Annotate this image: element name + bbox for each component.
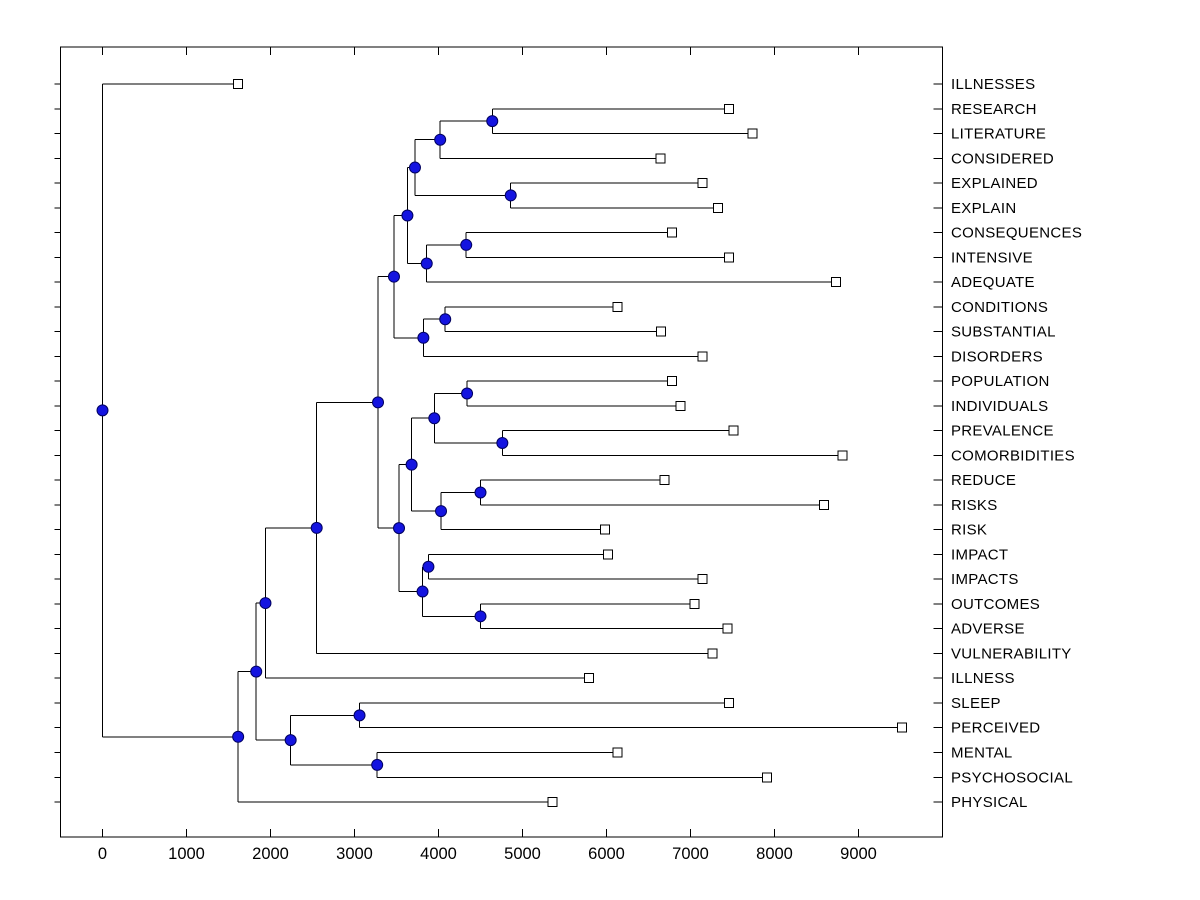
leaf-node-marker-explained bbox=[698, 179, 707, 188]
leaf-node-marker-intensive bbox=[725, 253, 734, 262]
leaf-node-marker-risks bbox=[820, 500, 829, 509]
leaf-label-explain: EXPLAIN bbox=[951, 199, 1017, 217]
leaf-label-research: RESEARCH bbox=[951, 100, 1037, 118]
leaf-node-marker-vulnerability bbox=[708, 649, 717, 658]
leaf-node-marker-adverse bbox=[723, 624, 732, 633]
internal-node-marker bbox=[461, 239, 472, 250]
leaf-node-marker-comorbidities bbox=[838, 451, 847, 460]
leaf-node-marker-psychosocial bbox=[762, 773, 771, 782]
internal-node-marker bbox=[402, 210, 413, 221]
x-tick-label: 7000 bbox=[672, 845, 709, 863]
leaf-label-considered: CONSIDERED bbox=[951, 150, 1055, 168]
leaf-node-marker-explain bbox=[714, 203, 723, 212]
leaf-node-marker-substantial bbox=[657, 327, 666, 336]
internal-node-marker bbox=[429, 413, 440, 424]
internal-node-marker bbox=[285, 735, 296, 746]
leaf-label-disorders: DISORDERS bbox=[951, 348, 1043, 366]
internal-node-marker bbox=[394, 523, 405, 534]
internal-node-marker bbox=[406, 459, 417, 470]
x-tick-label: 4000 bbox=[420, 845, 457, 863]
leaf-node-marker-mental bbox=[613, 748, 622, 757]
leaf-node-marker-literature bbox=[748, 129, 757, 138]
leaf-node-marker-disorders bbox=[698, 352, 707, 361]
internal-node-marker bbox=[421, 258, 432, 269]
leaf-label-outcomes: OUTCOMES bbox=[951, 595, 1041, 613]
leaf-label-consequences: CONSEQUENCES bbox=[951, 224, 1083, 242]
leaf-label-population: POPULATION bbox=[951, 373, 1050, 391]
internal-node-marker bbox=[311, 522, 322, 533]
leaf-label-adequate: ADEQUATE bbox=[951, 274, 1035, 292]
internal-node-marker bbox=[409, 162, 420, 173]
leaf-label-intensive: INTENSIVE bbox=[951, 249, 1033, 267]
internal-node-marker bbox=[97, 405, 108, 416]
internal-node-marker bbox=[372, 759, 383, 770]
x-tick-label: 5000 bbox=[504, 845, 541, 863]
leaf-label-risks: RISKS bbox=[951, 496, 998, 514]
leaf-node-marker-illness bbox=[584, 674, 593, 683]
x-tick-label: 3000 bbox=[336, 845, 373, 863]
leaf-node-marker-considered bbox=[656, 154, 665, 163]
leaf-label-prevalence: PREVALENCE bbox=[951, 422, 1054, 440]
leaf-node-marker-individuals bbox=[676, 401, 685, 410]
leaf-node-marker-outcomes bbox=[690, 599, 699, 608]
x-tick-label: 0 bbox=[97, 845, 108, 863]
internal-node-marker bbox=[462, 388, 473, 399]
leaf-label-psychosocial: PSYCHOSOCIAL bbox=[951, 769, 1073, 787]
internal-node-marker bbox=[354, 710, 365, 721]
x-tick-label: 2000 bbox=[252, 845, 289, 863]
leaf-label-reduce: REDUCE bbox=[951, 472, 1017, 490]
leaf-label-comorbidities: COMORBIDITIES bbox=[951, 447, 1075, 465]
leaf-node-marker-research bbox=[725, 104, 734, 113]
leaf-node-marker-population bbox=[668, 377, 677, 386]
internal-node-marker bbox=[418, 332, 429, 343]
internal-node-marker bbox=[373, 397, 384, 408]
internal-node-marker bbox=[497, 438, 508, 449]
internal-node-marker bbox=[260, 598, 271, 609]
leaf-node-marker-illnesses bbox=[234, 80, 243, 89]
leaf-label-impact: IMPACT bbox=[951, 546, 1009, 564]
leaf-node-marker-perceived bbox=[898, 723, 907, 732]
x-tick-label: 6000 bbox=[588, 845, 625, 863]
internal-node-marker bbox=[388, 271, 399, 282]
leaf-node-marker-conditions bbox=[613, 302, 622, 311]
internal-node-marker bbox=[435, 134, 446, 145]
internal-node-marker bbox=[505, 190, 516, 201]
internal-node-marker bbox=[440, 314, 451, 325]
leaf-node-marker-sleep bbox=[725, 698, 734, 707]
leaf-label-perceived: PERCEIVED bbox=[951, 719, 1041, 737]
leaf-node-marker-physical bbox=[548, 798, 557, 807]
leaf-label-risk: RISK bbox=[951, 521, 988, 539]
leaf-label-explained: EXPLAINED bbox=[951, 175, 1038, 193]
leaf-label-literature: LITERATURE bbox=[951, 125, 1047, 143]
leaf-label-substantial: SUBSTANTIAL bbox=[951, 323, 1056, 341]
x-tick-label: 8000 bbox=[756, 845, 793, 863]
leaf-node-marker-impacts bbox=[698, 575, 707, 584]
leaf-node-marker-prevalence bbox=[729, 426, 738, 435]
x-tick-label: 9000 bbox=[840, 845, 877, 863]
internal-node-marker bbox=[417, 586, 428, 597]
leaf-node-marker-risk bbox=[600, 525, 609, 534]
internal-node-marker bbox=[423, 561, 434, 572]
leaf-node-marker-adequate bbox=[831, 278, 840, 287]
leaf-label-impacts: IMPACTS bbox=[951, 571, 1019, 589]
internal-node-marker bbox=[475, 611, 486, 622]
leaf-label-vulnerability: VULNERABILITY bbox=[951, 645, 1072, 663]
x-tick-label: 1000 bbox=[168, 845, 205, 863]
leaf-label-individuals: INDIVIDUALS bbox=[951, 397, 1049, 415]
leaf-label-physical: PHYSICAL bbox=[951, 794, 1028, 812]
leaf-label-illnesses: ILLNESSES bbox=[951, 76, 1036, 93]
leaf-node-marker-consequences bbox=[668, 228, 677, 237]
leaf-label-conditions: CONDITIONS bbox=[951, 298, 1049, 316]
leaf-node-marker-impact bbox=[604, 550, 613, 559]
internal-node-marker bbox=[251, 666, 262, 677]
internal-node-marker bbox=[233, 731, 244, 742]
leaf-label-sleep: SLEEP bbox=[951, 694, 1001, 712]
internal-node-marker bbox=[487, 116, 498, 127]
internal-node-marker bbox=[436, 506, 447, 517]
leaf-label-mental: MENTAL bbox=[951, 744, 1013, 762]
leaf-label-illness: ILLNESS bbox=[951, 670, 1015, 688]
leaf-node-marker-reduce bbox=[660, 476, 669, 485]
internal-node-marker bbox=[475, 487, 486, 498]
leaf-label-adverse: ADVERSE bbox=[951, 620, 1025, 638]
